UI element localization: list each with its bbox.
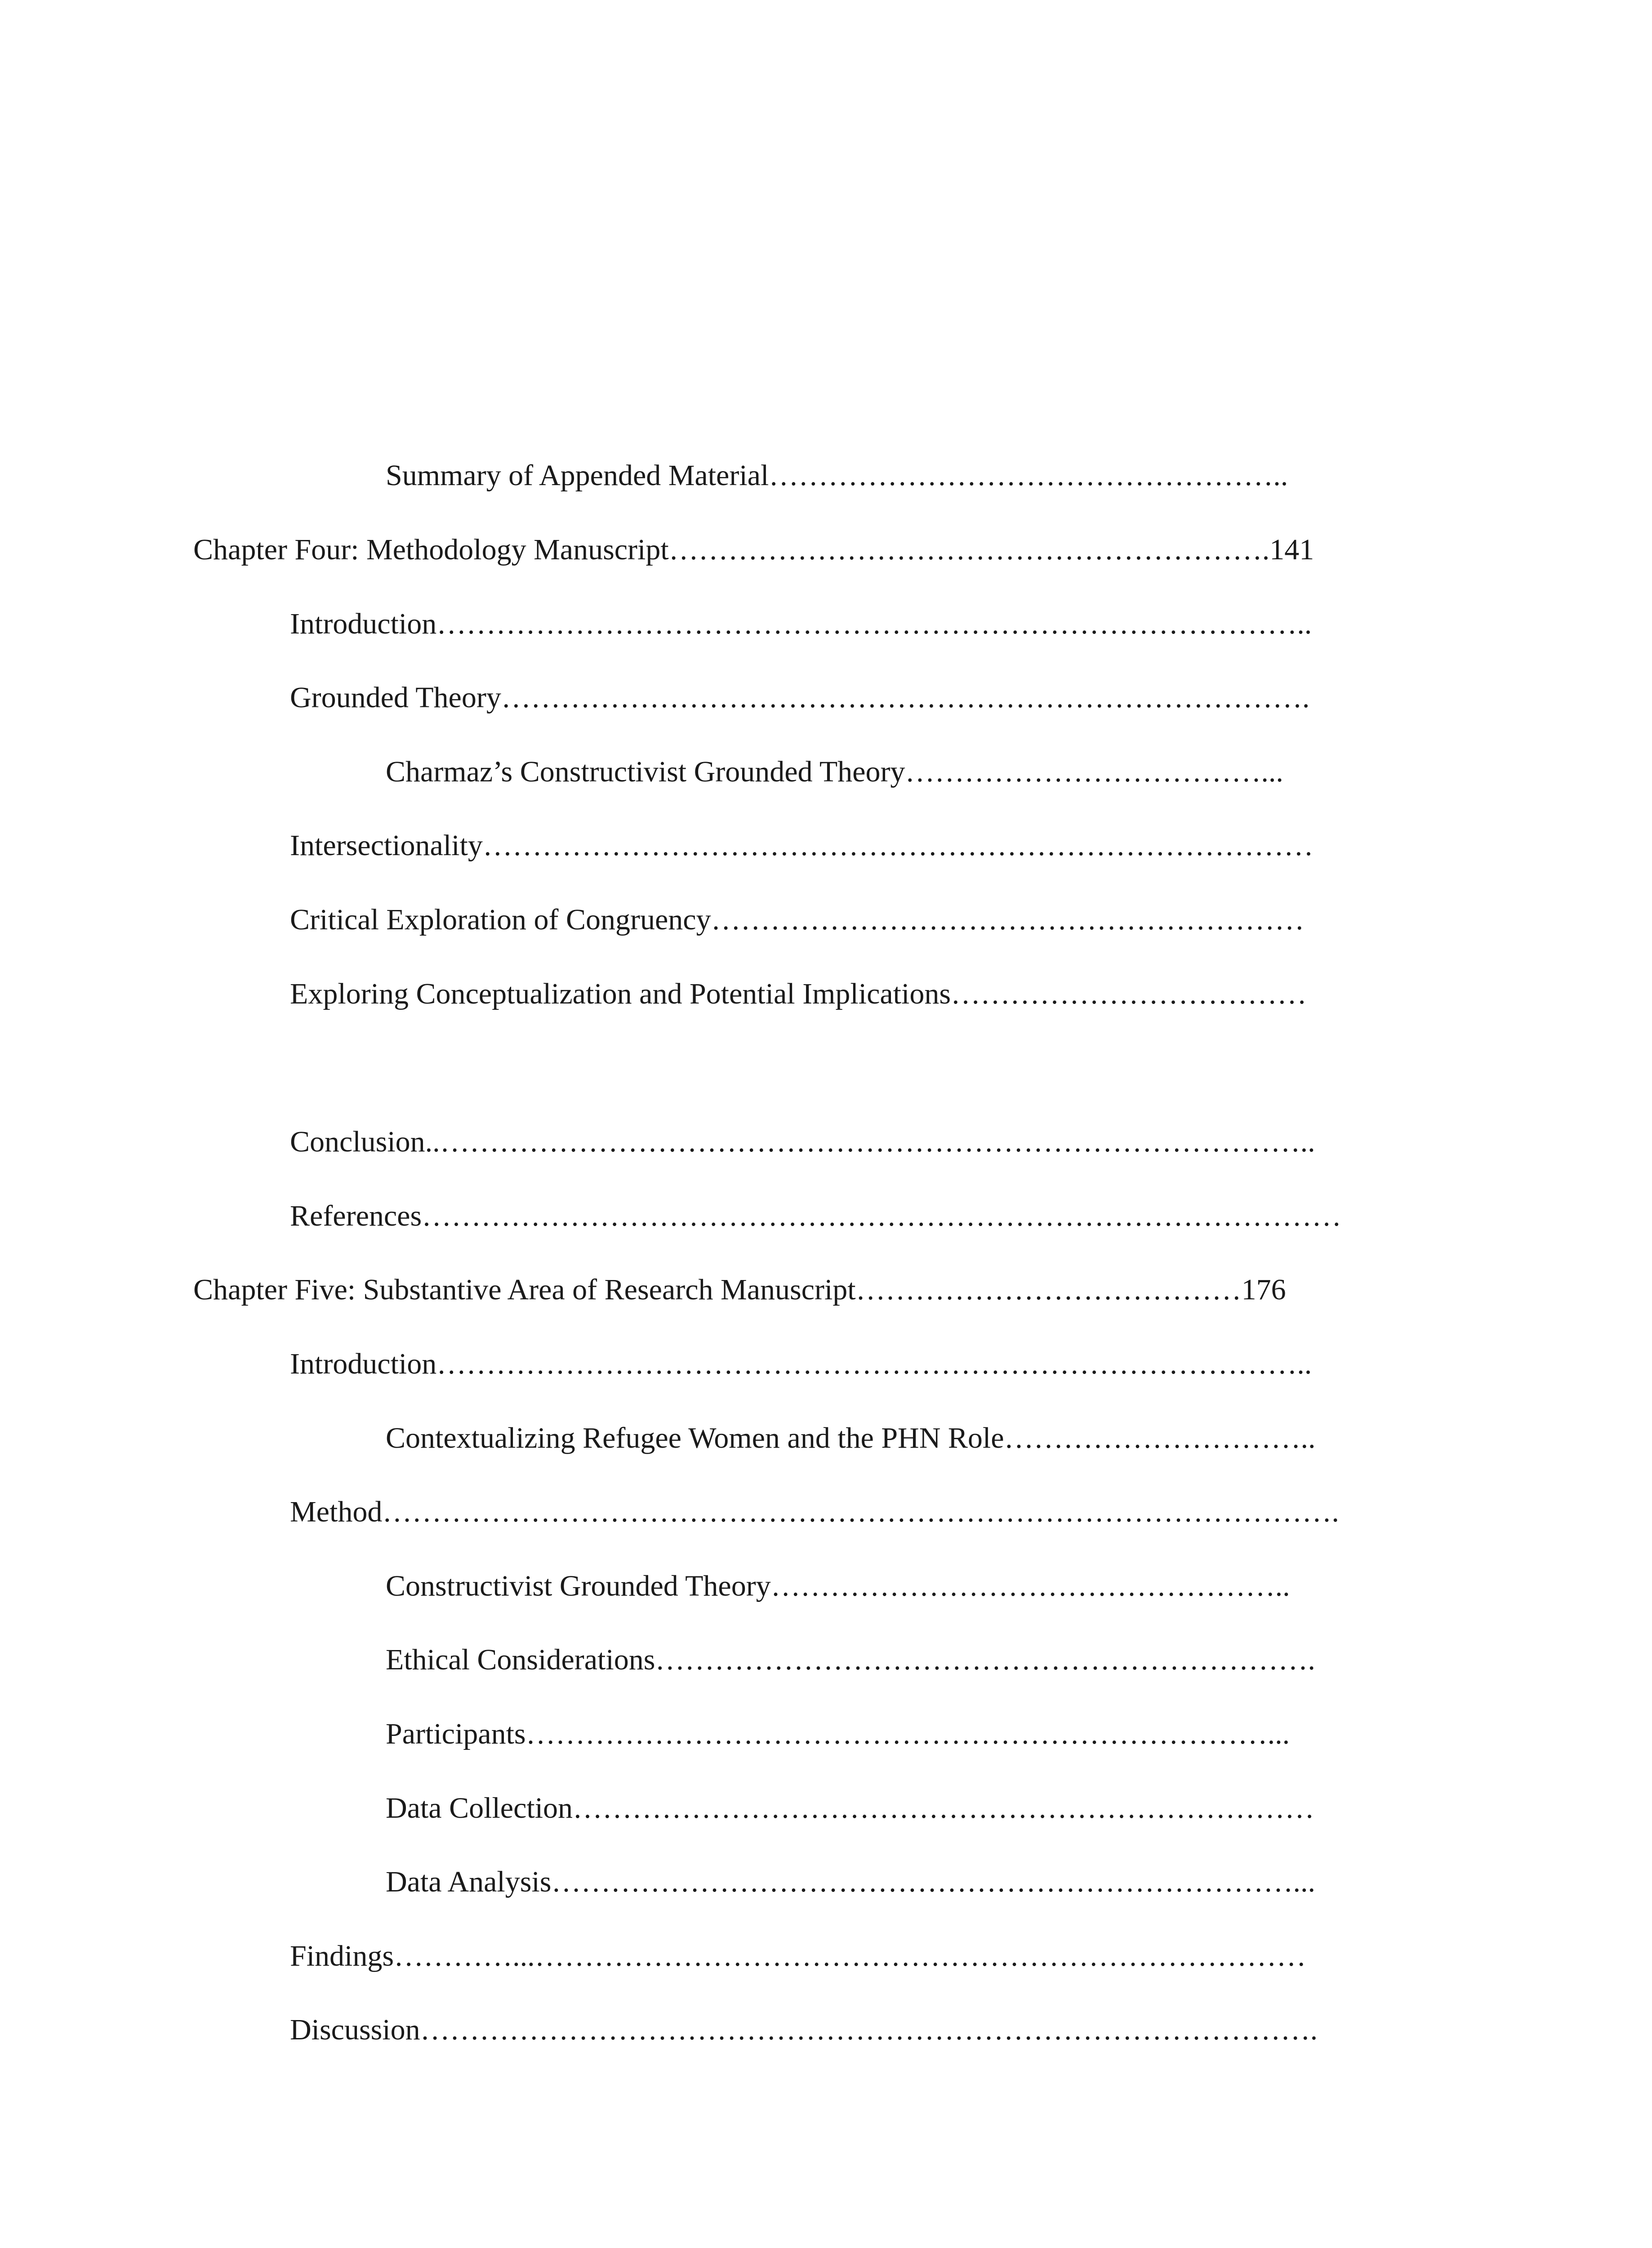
toc-entry-chapter-four: Chapter Four: Methodology Manuscript…………………………………………………….141 xyxy=(193,533,1314,566)
toc-entry-ch5-introduction: Introduction…………………………………………………………………………….. xyxy=(290,1347,1312,1380)
toc-entry-conclusion: Conclusion..…………………………………………………………………………….. xyxy=(290,1125,1315,1158)
toc-entry-chapter-five: Chapter Five: Substantive Area of Research Manuscript…………………………………176 xyxy=(193,1273,1286,1306)
toc-entry-constructivist-grounded-theory: Constructivist Grounded Theory…………………………………………….. xyxy=(386,1570,1290,1602)
toc-entry-data-collection: Data Collection………………………………………………………………… xyxy=(386,1792,1315,1824)
toc-entry-ch4-introduction: Introduction…………………………………………………………………………….. xyxy=(290,607,1312,640)
toc-entry-discussion: Discussion………………………………………………………………………………. xyxy=(290,2013,1318,2046)
toc-entry-grounded-theory: Grounded Theory………………………………………………………………………. xyxy=(290,681,1310,714)
toc-entry-summary-of-appended-material: Summary of Appended Material…………………………………………….. xyxy=(386,459,1288,492)
toc-entry-exploring-conceptualization: Exploring Conceptualization and Potential Implications……………………………… xyxy=(290,977,1307,1010)
toc-entry-contextualizing-refugee-women: Contextualizing Refugee Women and the PHN Role………………………….. xyxy=(386,1422,1316,1454)
toc-entry-ethical-considerations: Ethical Considerations…………………………………………………………. xyxy=(386,1643,1315,1676)
toc-entry-findings: Findings…………...…………………………………………………………………… xyxy=(290,1940,1306,1972)
toc-entry-intersectionality: Intersectionality………………………………………………………………………… xyxy=(290,829,1314,862)
toc-entry-participants: Participants…………………………………………………………………... xyxy=(386,1717,1290,1750)
toc-entry-references: References………………………………………………………………………………… xyxy=(290,1200,1342,1232)
toc-entry-data-analysis: Data Analysis…………………………………………………………………... xyxy=(386,1865,1315,1898)
toc-entry-critical-exploration: Critical Exploration of Congruency…………………………………………………… xyxy=(290,903,1305,936)
toc-entry-method: Method……………………………………………………………………………………. xyxy=(290,1495,1339,1528)
toc-entry-charmaz-constructivist: Charmaz’s Constructivist Grounded Theory………………………………... xyxy=(386,755,1283,788)
